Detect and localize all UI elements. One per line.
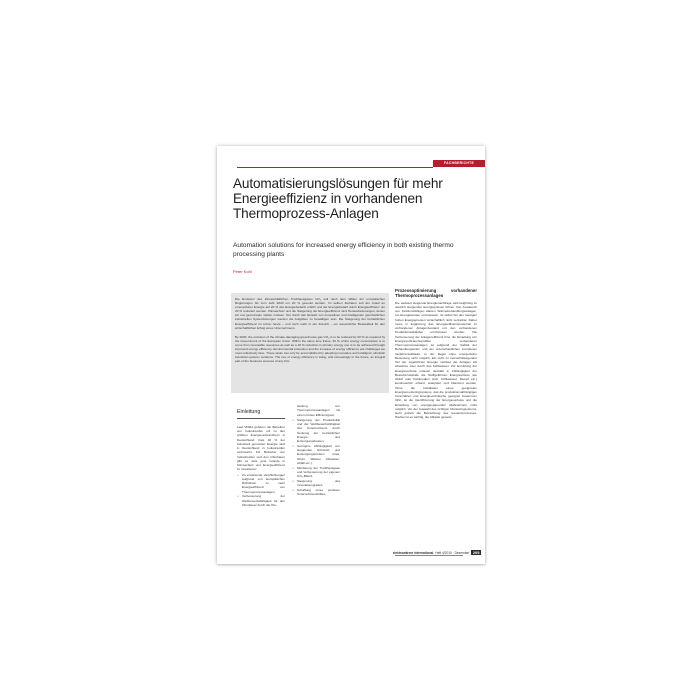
bullet-item: • Verbesserung der Wettbewerbsfähigkeit für den Ofenbauer durch die Her-: [242, 494, 285, 507]
journal-name: elektrowärme international: [392, 550, 434, 555]
bullet-item: • Geringere Abhängigkeit von steigenden Rohstoff- und Entsorgungspreisen (Gas, Strom, Wasser, Abwasser, Abfall etc.),: [297, 444, 340, 465]
bullet-item: • Zu erwartende Verpflichtungen aufgrund von Europäischen Richtlinien zu mehr Energieeffizienz von Thermoprozessanlagen,: [242, 473, 285, 494]
section-heading-einleitung: Einleitung: [237, 409, 261, 415]
bullet-item: • Minderung der Treibhausgase und Verbesserung der eigenen CO₂-Bilanz,: [297, 466, 340, 479]
bullet-item: • Steigerung des Innovationsgrades,: [297, 479, 340, 488]
middle-column: [292, 404, 340, 497]
right-column-body: Die weltweit steigende Energienachfrage wird langfristig zu deutlich steigenden Energiepreisen führen. Der Austausch von funktionsfähigen älteren Wärmebehandlungsanlagen, um Energiekosten einzusparen, ist selbst bei den heutigen hohen Energiepreisen wirtschaftlich nicht vertretbar. Daher muss in Ergänzung das Energieeffizienzpotenzial im vorhandenen Anlagenbestand mit den vorhandenen Produktionsabläufen erschlossen werden. Die Verbesserung der Anlageneffizienz bzw. die Erstellung von Energieverbrauchsprofilen vorhandener Thermoprozessanlagen ist aufgrund der Vielfalt der Behandlungsarten und der unterschiedlichen komplexen Verfahrensabläufe, in der Regel ohne energetische Bewertung nicht möglich. Ein nicht zu vernachlässigender Teil der zugeführten Energie verlässt die Anlagen als Abwärme oder durch das Kühlwasser. Zur Ermittlung der Energieverluste müssen deshalb in Abhängigkeit der Betriebszustände die Stoffgeführten Energieströme wie Abluft oder Kühlmedien (Luft, Kühlwasser, Dampf etc.) kontinuierlich erfasst, analysiert und bilanziert werden. Ohne die Installation eines geeigneten Energiemonitoringsystems, das die produktionsabhängigen Kennzahlen und Energieverbräuche geeignet zusammen führt, ist die Identifizierung der Energieverluste und die Erstellung von energiesparenden Maßnahmen nicht möglich. Vor der Auswahl des richtigen Monitoringsystems, steht jedoch die Betrachtung des Gesamtprozesses. Hierbei ist es wichtig, die Abläufe gesamt-: [395, 300, 477, 420]
heading-rule: [237, 418, 285, 419]
left-column: [237, 410, 285, 508]
document-page: [217, 146, 485, 564]
abstract-box: [231, 293, 389, 393]
issue-info: Heft 4/2010 · Dezember: [435, 550, 470, 555]
page-footer: [369, 550, 481, 555]
abstract-german: Die Emission des klimaschädlichen Treibhausgases CO₂ soll nach dem Willen der europäischen Regierungen bis zum Jahr 2020 um 20 % gesenkt werden. Im selben Zeitraum soll der Anteil an erneuerbarer Energie auf 20 % des Energiebedarfs erhöht und der Energiebedarf durch Energieeffizienz um 20 % reduziert werden. Klimaschutz und die Steigerung der Energieeffizienz sind Herausforderungen, denen wir uns gemeinsam stellen müssen. Nur durch den Einsatz von innovativen und intelligenten ganzheitlichen industriellen Systemlösungen werden die Aufgaben zu bewältigen sein. Die Steigerung der betrieblichen Energieeffizienz ist schon heute – und noch mehr in der Zukunft – ein wesentlicher Bestandteil für den wirtschaftlichen Erfolg eines Unternehmens.: [235, 297, 385, 330]
section-tag: FACHBERICHTE: [433, 160, 485, 167]
abstract-english: By 2020, the emission of the climate-damaging greenhouse gas CO₂ is to be reduced by 20 % as required by the Government of the European Union. Within the same time frame, 20 % of EU energy consumption is to come from renewable resources as well as a 20 % reduction in primary energy use is to be achieved through improved energy efficiency. Environmental protection and the increase of energy efficiency are challenges we must collectively face. These tasks can only be accomplished by adopting innovative and intelligent, wholistic industrial systems solutions. The rise of energy efficiency is today, and increasingly in the future, an integral part of the business success of any firm.: [235, 334, 385, 364]
bullet-item: • Steigerung der Produktivität und der Wettbewerbsfähigkeit des Unternehmens durch Senkung der betrieblichen Energie- und Entsorgungskosten,: [297, 418, 340, 444]
left-column-intro: Laut VDMA gehören die Betreiber von Industrieöfen mit zu den größten Energieverbrauchern in Deutschland. Fast 40 % der industriell genutzten Energie wird in Deutschland in Industrieöfen verbraucht. Für Betreiber von Industrieöfen und den Ofenbauer gibt es viele gute Gründe in Klimaschutz und Energieeffizienz zu investieren:: [237, 424, 285, 472]
left-bullet-list: [237, 473, 285, 508]
author-name: Peter Kohl: [233, 269, 252, 274]
middle-column-continuation: stellung von Thermoprozessanlagen mit einem hohen Effizienzgrad,: [297, 404, 340, 417]
article-subtitle: Automation solutions for increased energy efficiency in both existing thermo processing plants: [233, 242, 454, 258]
right-column-heading: Prozessoptimierung vorhandener Thermoprozessanlagen: [395, 288, 477, 299]
right-column: [395, 288, 477, 421]
bullet-item: • Schaffung eines positiven Unternehmensbildes.: [297, 488, 340, 497]
article-title: Automatisierungslösungen für mehr Energieeffizienz in vorhandenen Thermoprozess-Anlagen: [233, 176, 443, 221]
page-number: 205: [472, 550, 480, 555]
middle-bullet-list: [292, 418, 340, 497]
